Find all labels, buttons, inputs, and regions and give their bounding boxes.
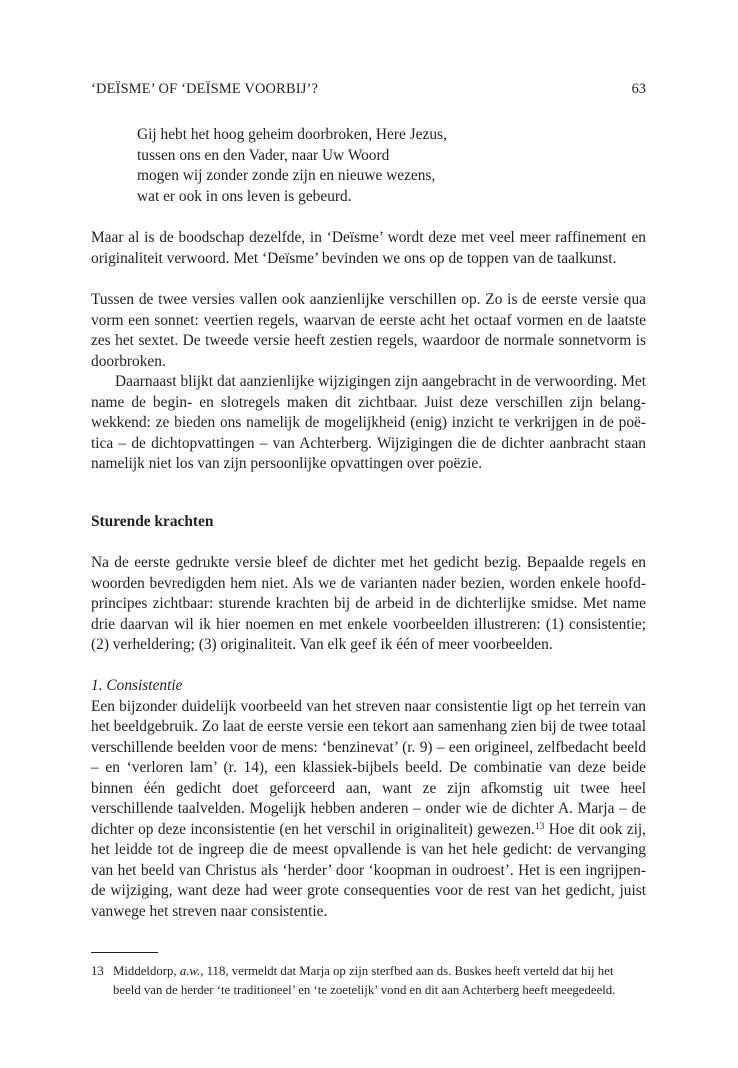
paragraph: Tussen de twee versies vallen ook aanzienlijke verschillen op. Zo is de eerste versie qua vorm een sonnet: veertien regels, waarvan de eerste acht het octaaf vormen en de laatste zes het sextet. De tweede versie heeft zestien regels, waardoor de normale sonnetvorm is doorbroken. — [91, 291, 646, 370]
page-number: 63 — [631, 81, 646, 97]
poem-line: Gij hebt het hoog geheim doorbroken, Here Jezus, — [137, 126, 447, 143]
poem-line: wat er ook in ons leven is gebeurd. — [137, 187, 352, 205]
footnote — [91, 962, 646, 1000]
poem-line: tussen ons en den Vader, naar Uw Woord — [137, 146, 390, 164]
paragraph-boodschap — [91, 228, 646, 269]
footnote-text-part: Middeldorp, — [113, 964, 180, 978]
footnote-divider — [91, 952, 158, 953]
paragraph-versies — [91, 290, 646, 475]
footnote-citation: a.w., — [179, 964, 204, 978]
section-heading: Sturende krachten — [91, 513, 214, 530]
subsection-heading: 1. Consistentie — [91, 677, 183, 694]
paragraph: Maar al is de boodschap dezelfde, in ‘Deïsme’ wordt deze met veel meer raffinement en originaliteit verwoord. Met ‘Deïsme’ bevinden we ons op de toppen van de taalkunst. — [91, 229, 646, 267]
footnote-line: beeld van de herder ‘te traditioneel’ en ‘te zoetelijk’ vond en dit aan Achterberg heeft meegedeeld. — [113, 983, 616, 997]
footnote-number: 13 — [91, 964, 104, 978]
section-heading-block — [91, 512, 646, 533]
running-title: ‘DEÏSME’ OF ‘DEÏSME VOORBIJ’? — [91, 81, 319, 97]
poem-line: mogen wij zonder zonde zijn en nieuwe wezens, — [137, 167, 436, 184]
subsection-consistentie — [91, 676, 646, 922]
poem-quote — [137, 125, 447, 207]
paragraph-text: Hoe dit ook zij, het leidde tot de ingreep die de meest opvallende is van het hele gedicht: de vervanging van het beeld van Christus als ‘herder’ door ‘koopman in oudroest’. Het is een ingrijpende wijziging, want deze had weer grote consequenties voor de rest van het gedicht, juist vanwege het streven naar consistentie. — [91, 820, 646, 920]
paragraph: Daarnaast blijkt dat aanzienlijke wijzigingen zijn aangebracht in de verwoording. Met name de begin- en slotregels maken dit zichtbaar. Juist deze verschillen zijn belangwekkend: ze bieden ons namelijk de mogelijkheid (enig) inzicht te verkrijgen in de poëtica – de dichtopvattingen – van Achterberg. Wijzigingen die de dichter aanbracht staan namelijk niet los van zijn persoonlijke opvattingen over poëzie. — [91, 373, 646, 472]
paragraph — [91, 697, 646, 923]
footnote-text-part: 118, vermeldt dat Marja op zijn sterfbed aan ds. Buskes heeft verteld dat hij het — [203, 964, 614, 978]
footnote-line — [113, 962, 646, 981]
paragraph-sturende-krachten — [91, 553, 646, 656]
footnote-reference: 13 — [534, 821, 545, 832]
paragraph: Na de eerste gedrukte versie bleef de dichter met het gedicht bezig. Bepaalde regels en woorden bevredigden hem niet. Als we de varianten nader bezien, worden enkele hoofdprincipes zichtbaar: sturende krachten bij de arbeid in de dichterlijke smidse. Met name drie daarvan wil ik hier noemen en met enkele voorbeelden illustreren: (1) consistentie; (2) verheldering; (3) originaliteit. Van elk geef ik één of meer voorbeelden. — [91, 554, 646, 653]
paragraph-text: Een bijzonder duidelijk voorbeeld van het streven naar consistentie ligt op het terrein van het beeldgebruik. Zo laat de eerste versie een tekort aan samenhang zien bij de twee totaal verschillende beelden voor de mens: ‘benzinevat’ (r. 9) – een origineel, zelfbedacht beeld – en ‘verloren lam’ (r. 14), een klassiek-bijbels beeld. De combinatie van deze beide binnen één gedicht doet geforceerd aan, want ze zijn afkomstig uit twee heel verschillende taalvelden. Mogelijk hebben anderen – onder wie de dichter A. Marja – de dichter op deze inconsistentie (en het verschil in originaliteit) gewezen. — [91, 697, 646, 838]
footnote-text — [113, 962, 646, 1000]
